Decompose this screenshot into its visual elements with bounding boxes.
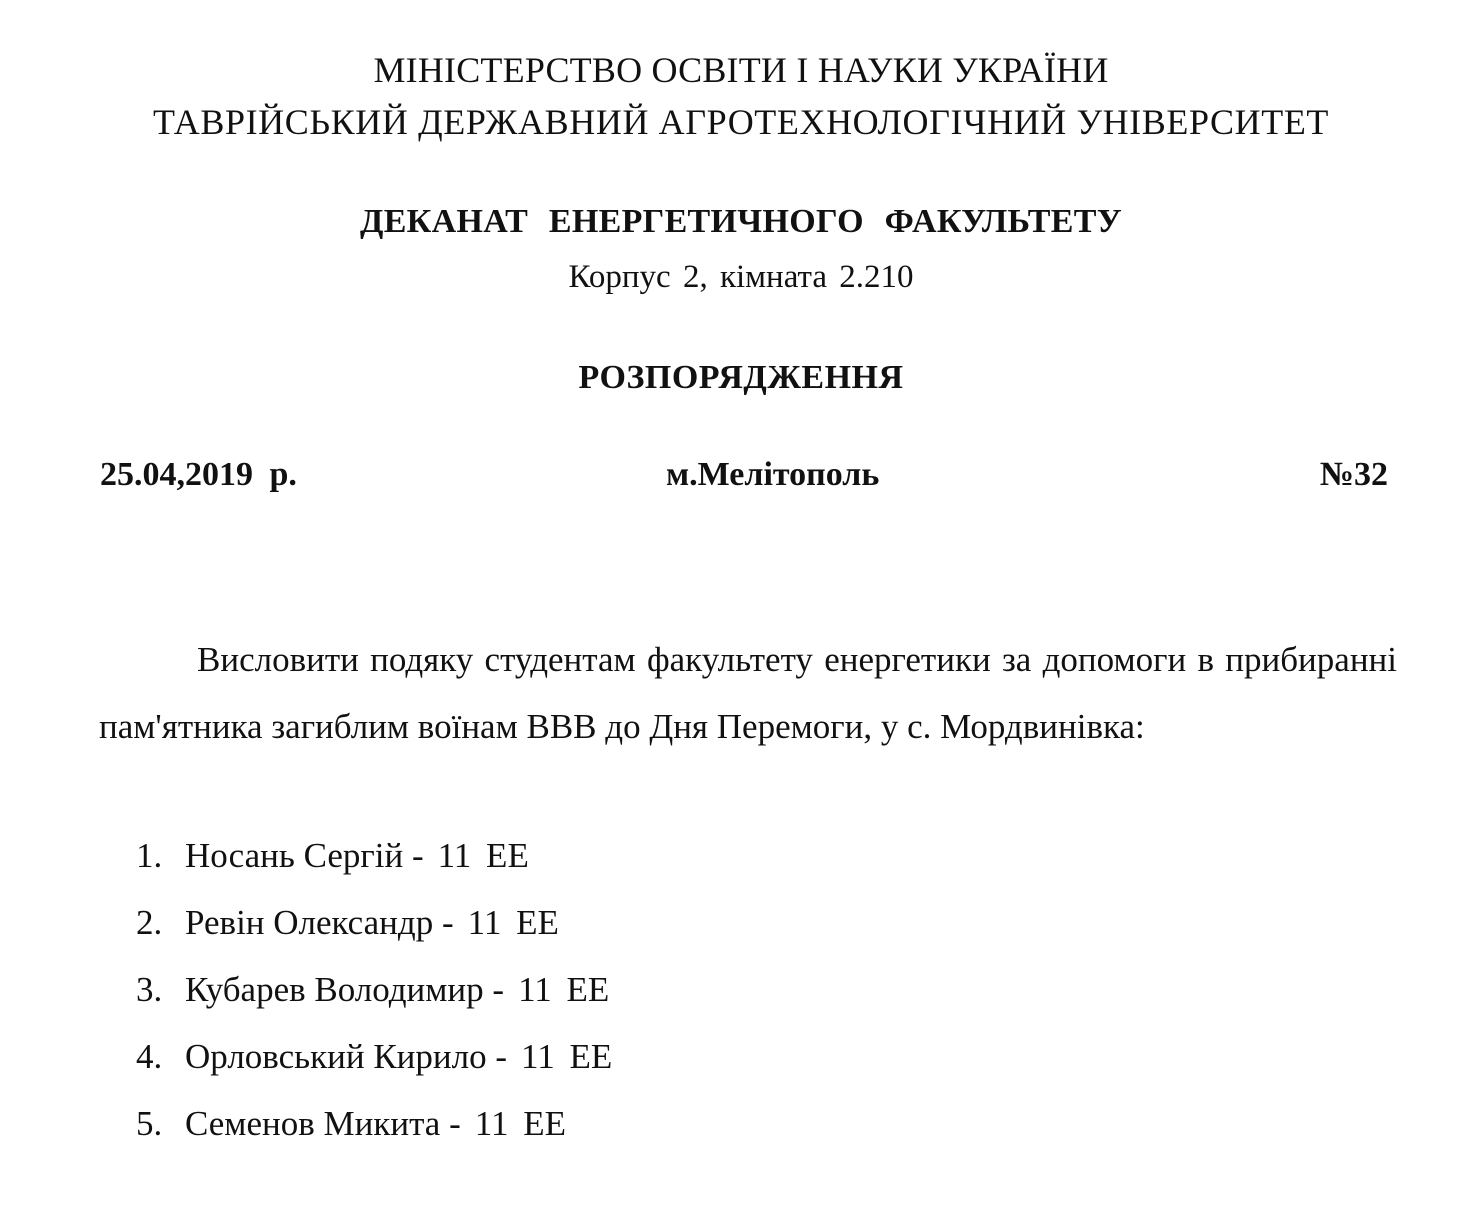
list-item xyxy=(99,1023,999,1090)
order-date: 25.04,2019 р. xyxy=(100,456,297,493)
list-item xyxy=(99,889,999,956)
list-item-content xyxy=(185,822,529,889)
list-item-content xyxy=(185,889,559,956)
list-item-content xyxy=(185,1090,566,1157)
list-item xyxy=(99,822,999,889)
order-number: №32 xyxy=(1319,456,1388,493)
list-item-number: 3. xyxy=(136,970,163,1009)
student-name: Семенов Микита - xyxy=(185,1104,461,1143)
list-item-number: 4. xyxy=(136,1037,163,1076)
student-group: 11 ЕЕ xyxy=(474,1104,566,1143)
student-name: Кубарев Володимир - xyxy=(185,970,505,1009)
student-name: Орловський Кирило - xyxy=(185,1037,507,1076)
order-city: м.Мелітополь xyxy=(666,456,880,493)
list-item-content xyxy=(185,956,609,1023)
student-name: Носань Сергій - xyxy=(185,836,424,875)
order-meta-row xyxy=(100,452,1388,498)
order-title: РОЗПОРЯДЖЕННЯ xyxy=(578,359,904,396)
ministry-heading: МІНІСТЕРСТВО ОСВІТИ І НАУКИ УКРАЇНИ xyxy=(373,50,1109,90)
student-group: 11 ЕЕ xyxy=(521,1037,613,1076)
list-item-number: 2. xyxy=(136,903,163,942)
office-address: Корпус 2, кімната 2.210 xyxy=(568,259,914,295)
university-heading: ТАВРІЙСЬКИЙ ДЕРЖАВНИЙ АГРОТЕХНОЛОГІЧНИЙ УНІВЕРСИТЕТ xyxy=(152,102,1330,142)
order-paragraph: Висловити подяку студентам факультету енергетики за допомоги в прибиранні пам'ятника загиблим воїнам ВВВ до Дня Перемоги, у с. Мордвинівка: xyxy=(99,640,1397,746)
list-item xyxy=(99,956,999,1023)
student-list xyxy=(99,822,999,1157)
list-item xyxy=(99,1090,999,1157)
student-group: 11 ЕЕ xyxy=(518,970,610,1009)
student-group: 11 ЕЕ xyxy=(467,903,559,942)
student-group: 11 ЕЕ xyxy=(437,836,529,875)
list-item-number: 5. xyxy=(136,1104,163,1143)
list-item-content xyxy=(185,1023,612,1090)
student-name: Ревін Олександр - xyxy=(185,903,454,942)
list-item-number: 1. xyxy=(136,836,163,875)
dean-office-heading: ДЕКАНАТ ЕНЕРГЕТИЧНОГО ФАКУЛЬТЕТУ xyxy=(360,203,1122,240)
